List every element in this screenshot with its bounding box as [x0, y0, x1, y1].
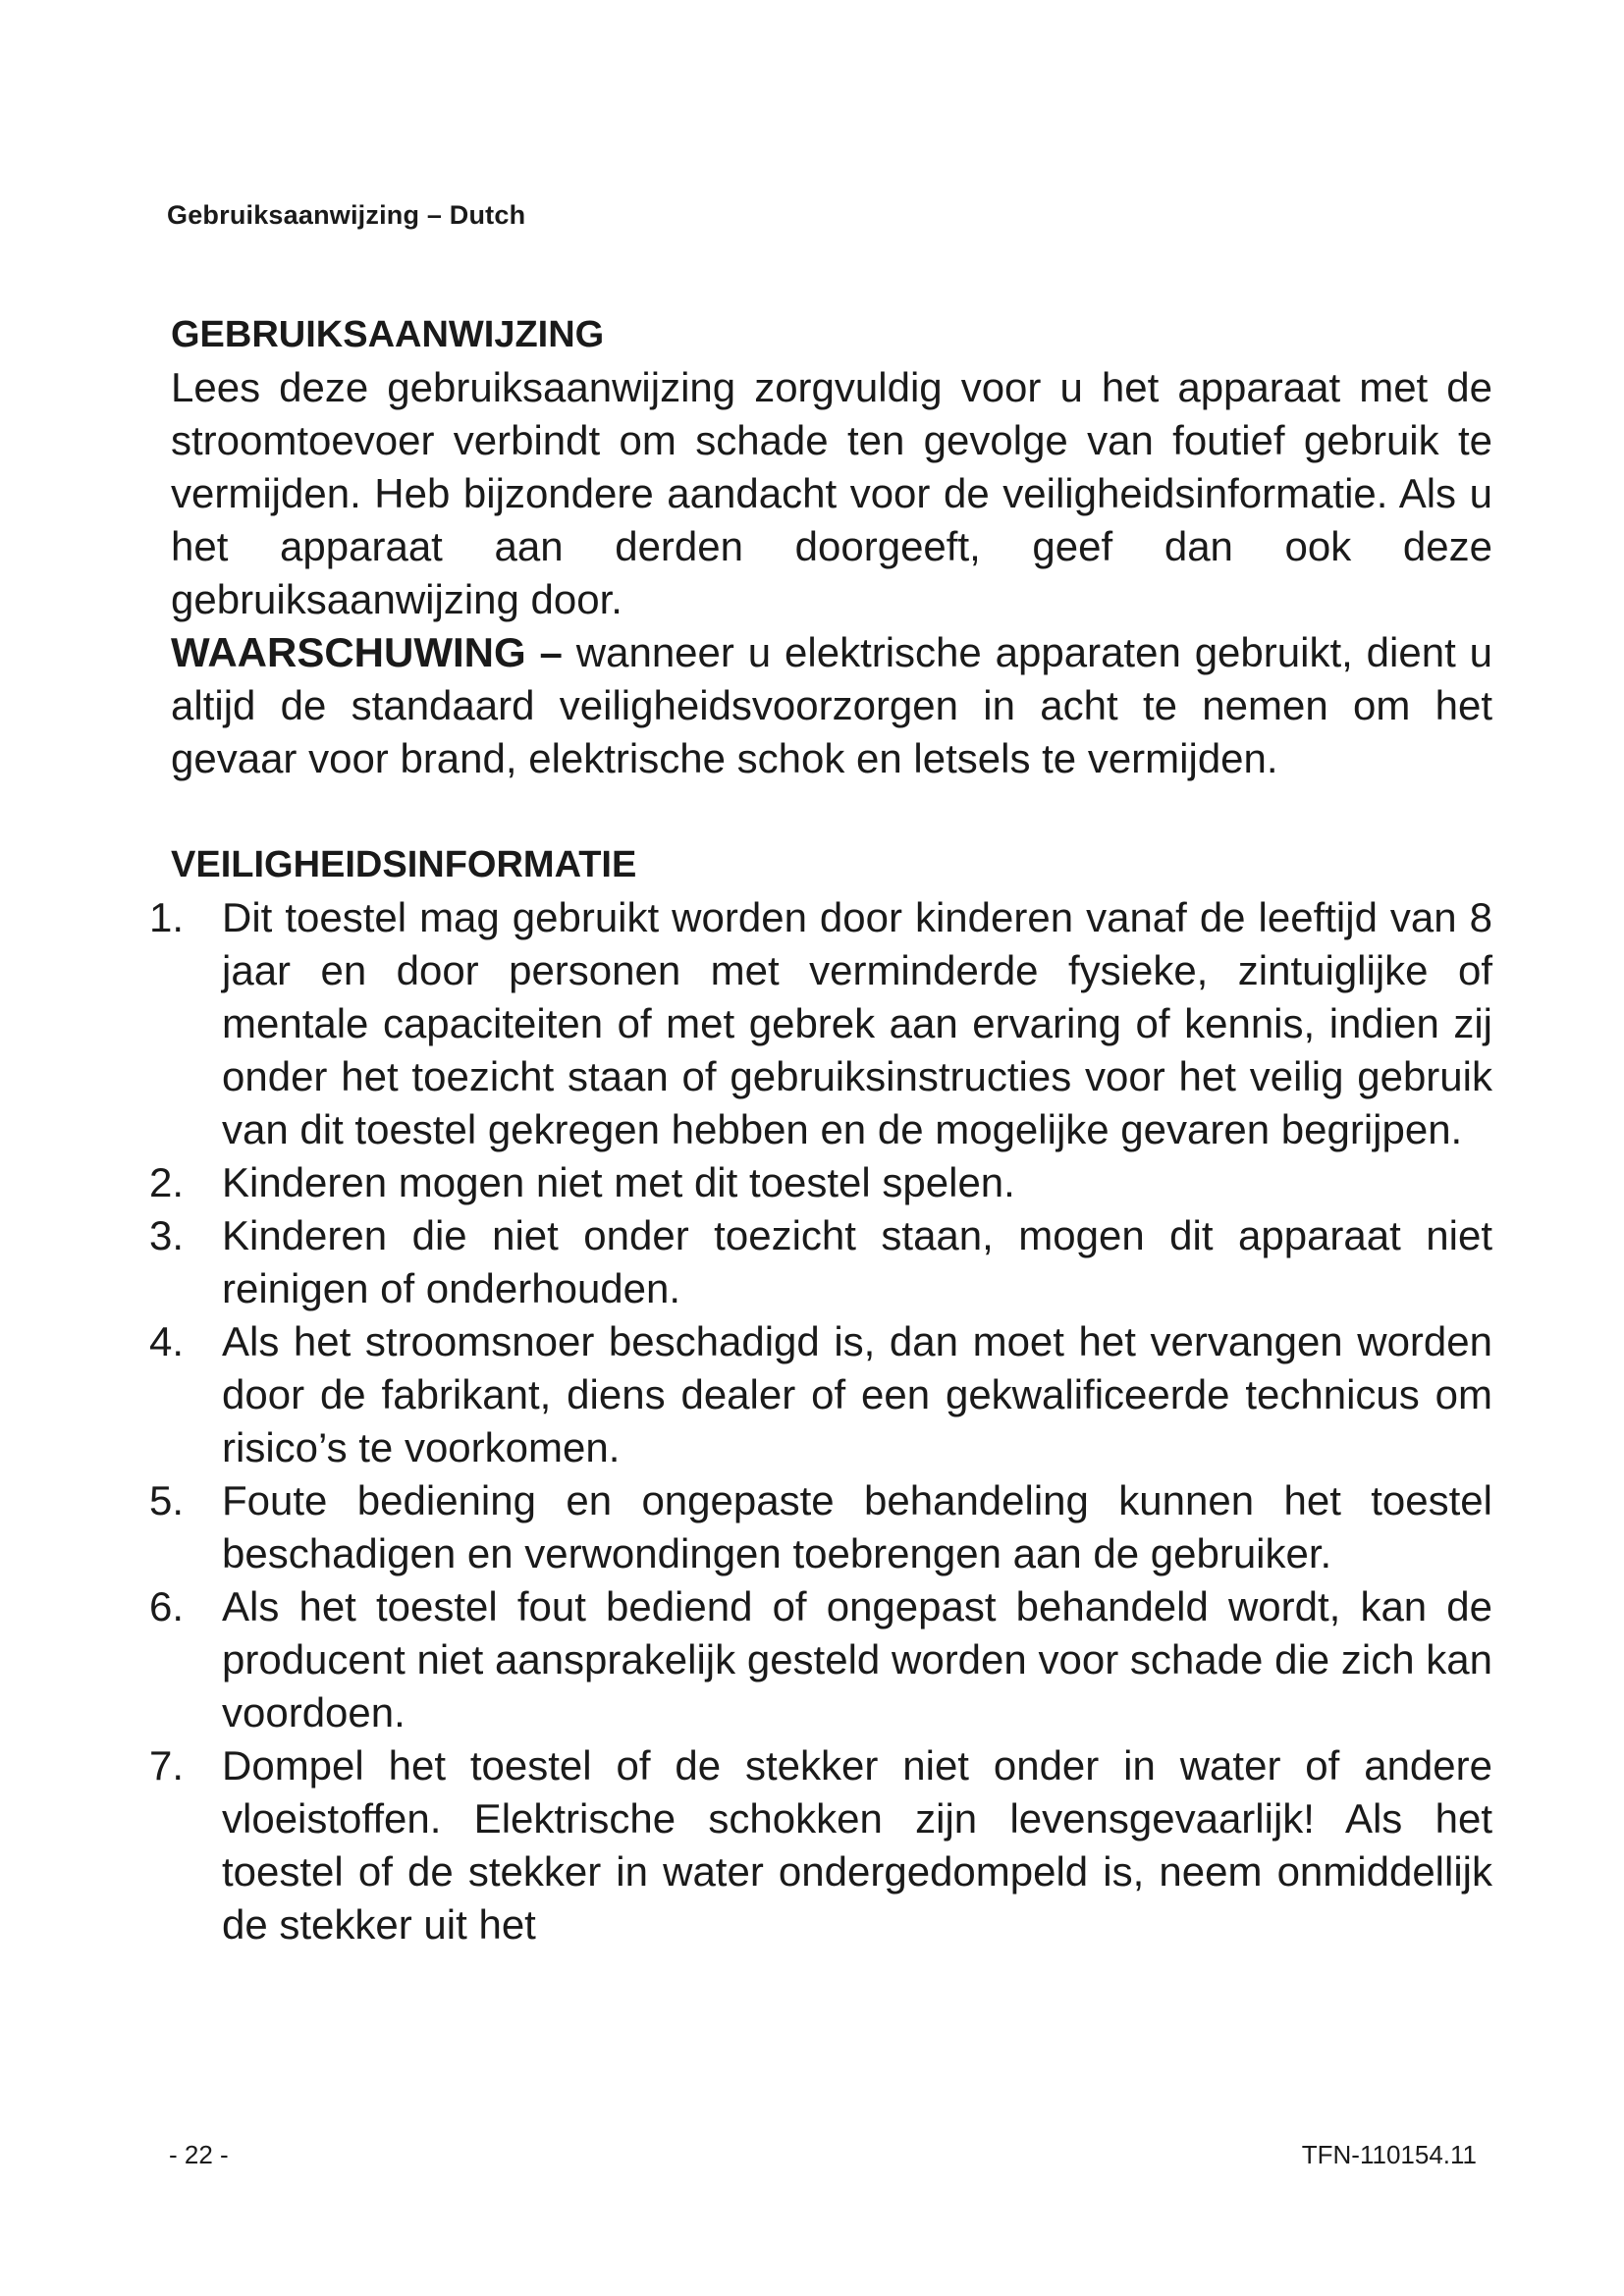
list-item-text: Foute bediening en ongepaste behandeling kunnen het toestel beschadigen en verwondingen toebrengen aan de gebruiker.	[222, 1477, 1492, 1576]
section-spacer	[171, 785, 1492, 838]
safety-title: VEILIGHEIDSINFORMATIE	[171, 844, 637, 885]
list-item-text: Dompel het toestel of de stekker niet onder in water of andere vloeistoffen. Elektrische schokken zijn levensgevaarlijk! Als het toestel of de stekker in water ondergedompeld is, neem onmiddellijk de stekker uit het	[222, 1742, 1492, 1948]
warning-paragraph	[171, 626, 1492, 785]
list-item-number: 2.	[149, 1159, 185, 1205]
list-item	[149, 1315, 1492, 1474]
list-item	[149, 1209, 1492, 1315]
list-item	[149, 891, 1492, 1156]
list-item-number: 3.	[149, 1212, 185, 1258]
document-code: TFN-110154.11	[1301, 2140, 1477, 2169]
instructions-title: GEBRUIKSAANWIJZING	[171, 314, 605, 355]
list-item	[149, 1580, 1492, 1739]
page-header: Gebruiksaanwijzing – Dutch	[167, 200, 526, 230]
list-item-number: 7.	[149, 1742, 185, 1789]
list-item-text: Als het toestel fout bediend of ongepast behandeld wordt, kan de producent niet aansprakelijk gesteld worden voor schade die zich kan voordoen.	[222, 1583, 1492, 1735]
list-item	[149, 1474, 1492, 1580]
list-item	[149, 1739, 1492, 1951]
list-item-number: 1.	[149, 894, 185, 940]
list-item-number: 4.	[149, 1318, 185, 1364]
list-item-text: Als het stroomsnoer beschadigd is, dan moet het vervangen worden door de fabrikant, diens dealer of een gekwalificeerde technicus om risico’s te voorkomen.	[222, 1318, 1492, 1470]
list-item	[149, 1156, 1492, 1209]
page-number: - 22 -	[169, 2140, 229, 2169]
list-item-text: Kinderen die niet onder toezicht staan, mogen dit apparaat niet reinigen of onderhouden.	[222, 1212, 1492, 1311]
list-item-number: 5.	[149, 1477, 185, 1523]
warning-label: WAARSCHUWING –	[171, 629, 563, 675]
warning-text: wanneer u elektrische apparaten gebruikt, dient u altijd de standaard veiligheidsvoorzorgen in acht te nemen om het gevaar voor brand, elektrische schok en letsels te vermijden.	[171, 629, 1492, 781]
document-body	[149, 308, 1492, 1951]
list-item-text: Kinderen mogen niet met dit toestel spelen.	[222, 1159, 1015, 1205]
instructions-paragraph: Lees deze gebruiksaanwijzing zorgvuldig voor u het apparaat met de stroomtoevoer verbindt om schade ten gevolge van foutief gebruik te vermijden. Heb bijzondere aandacht voor de veiligheidsinformatie. Als u het apparaat aan derden doorgeeft, geef dan ook deze gebruiksaanwijzing door.	[171, 364, 1492, 622]
list-item-number: 6.	[149, 1583, 185, 1629]
safety-list	[149, 891, 1492, 1951]
list-item-text: Dit toestel mag gebruikt worden door kinderen vanaf de leeftijd van 8 jaar en door personen met verminderde fysieke, zintuiglijke of mentale capaciteiten of met gebrek aan ervaring of kennis, indien zij onder het toezicht staan of gebruiksinstructies voor het veilig gebruik van dit toestel gekregen hebben en de mogelijke gevaren begrijpen.	[222, 894, 1492, 1152]
